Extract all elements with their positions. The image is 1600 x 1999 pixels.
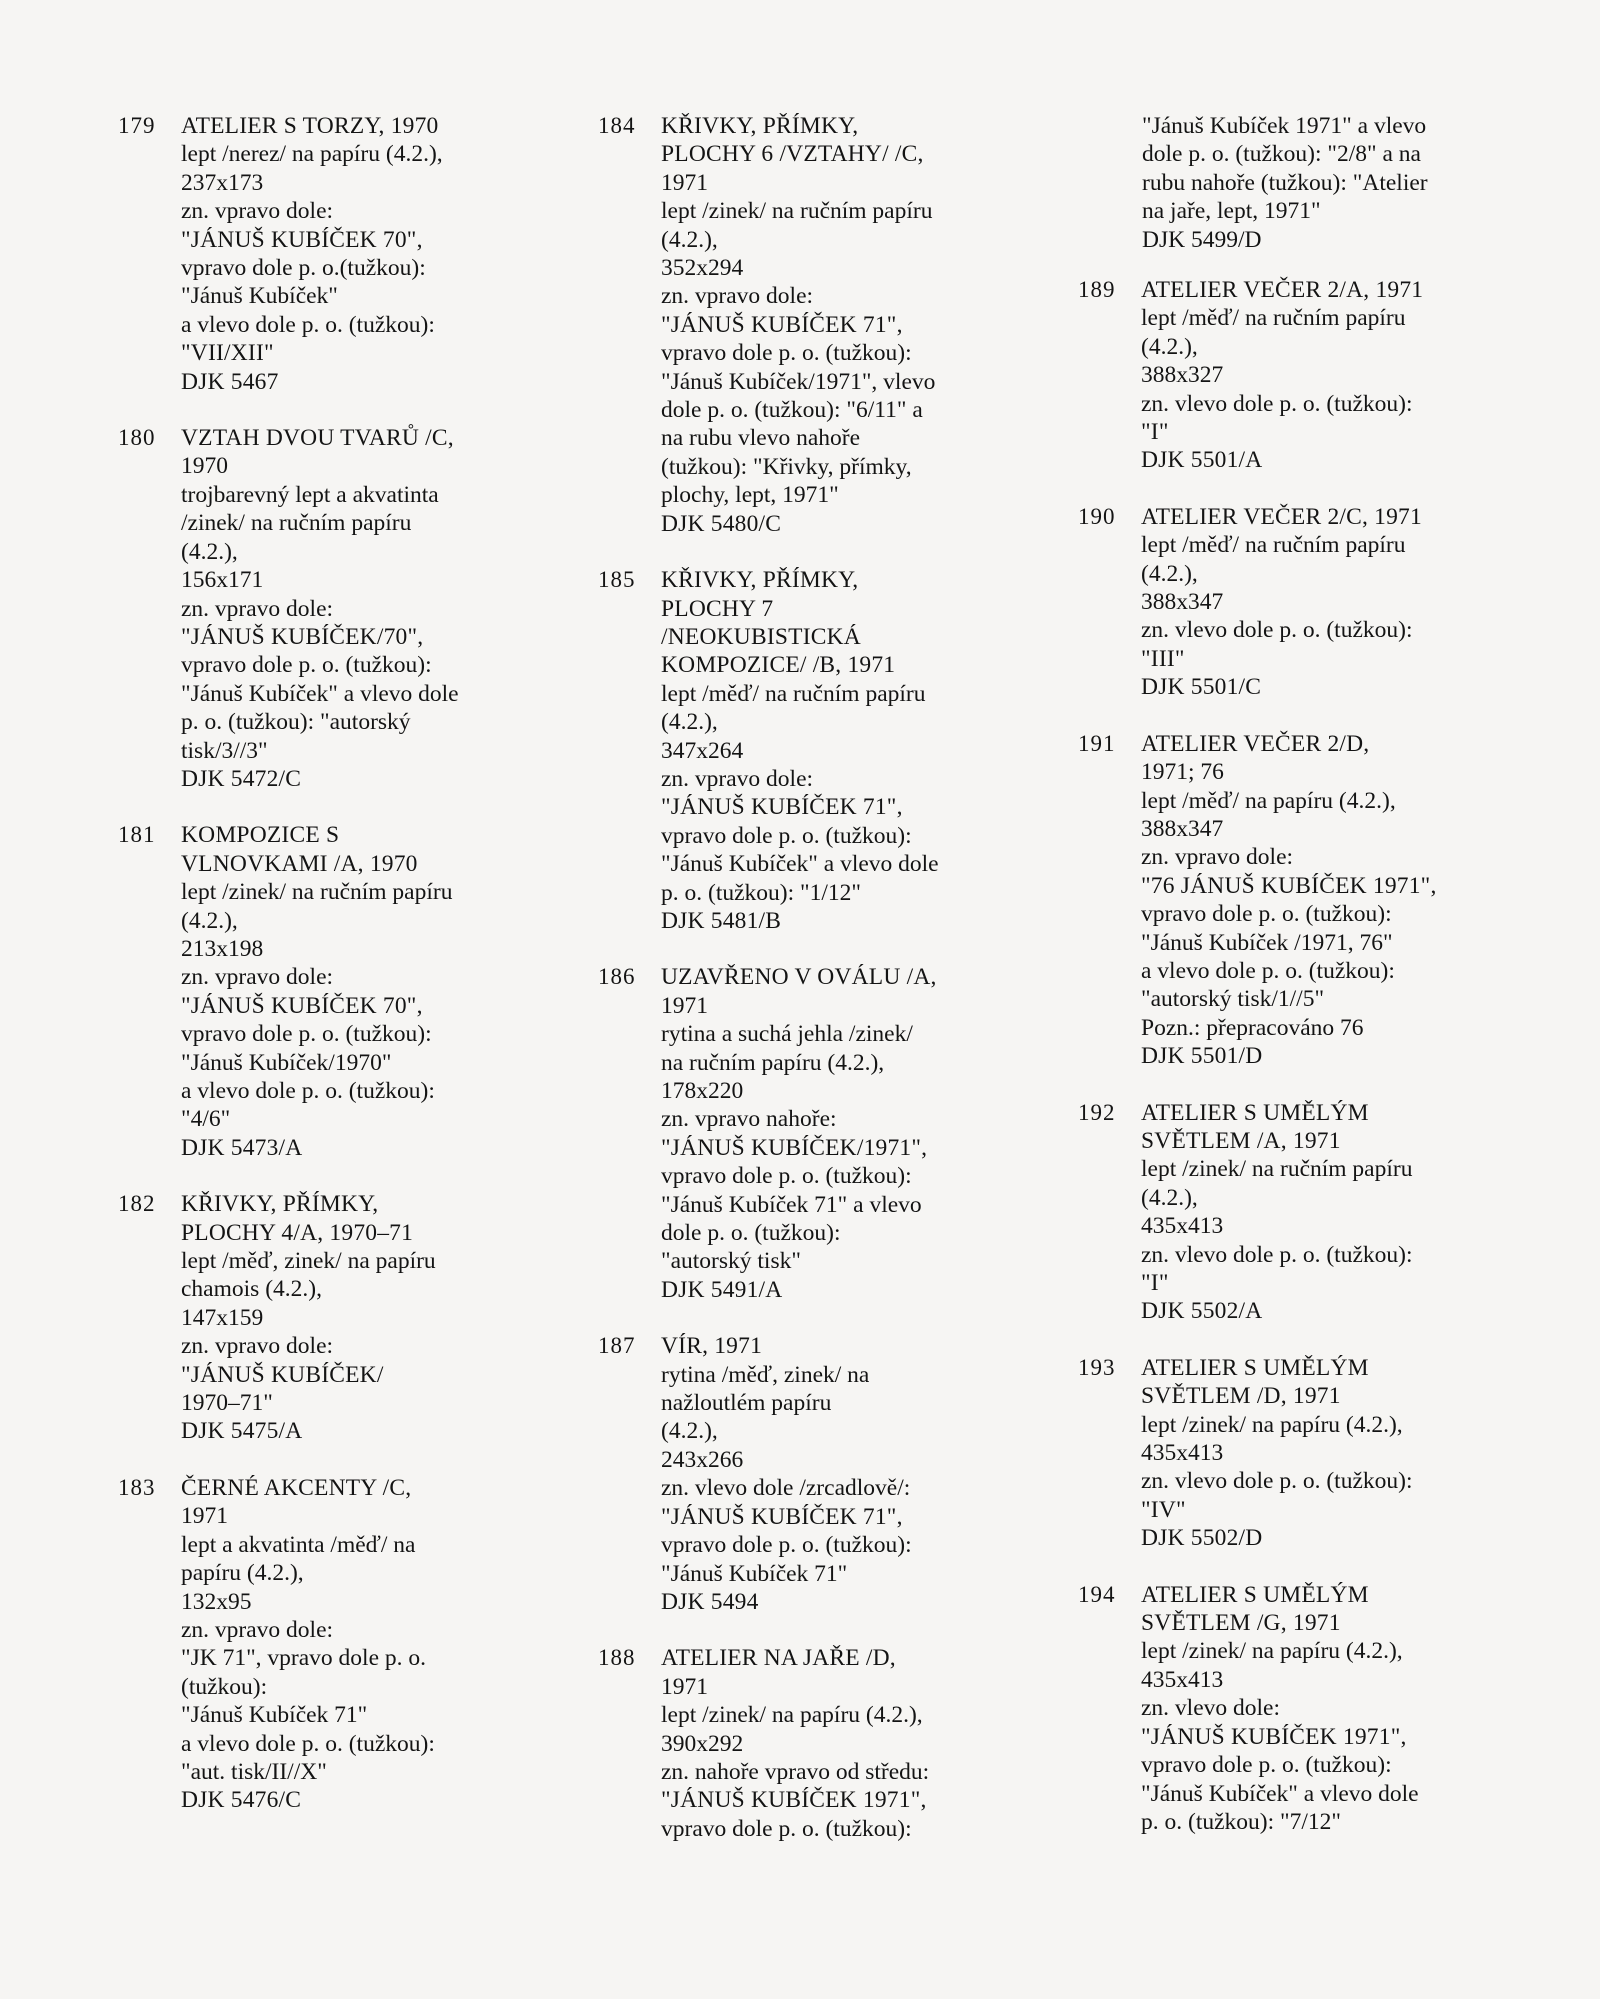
entry-detail-line: lept /zinek/ na ručním papíru <box>661 198 933 225</box>
entry-detail-line: "autorský tisk/1//5" <box>1141 986 1325 1013</box>
entry-title-line: ATELIER S UMĚLÝM <box>1141 1354 1369 1381</box>
entry-body <box>181 112 588 396</box>
entry-title-line: "JÁNUŠ KUBÍČEK 70", <box>181 226 423 253</box>
entry-detail-line: zn. vlevo dole p. o. (tužkou): <box>1141 617 1413 644</box>
entry-title-line: KŘIVKY, PŘÍMKY, <box>661 567 859 594</box>
entry-detail-line: 388x347 <box>1141 589 1224 616</box>
entry-body <box>1141 730 1548 1071</box>
entry-number: 193 <box>1078 1354 1116 1380</box>
catalog-entry <box>1078 503 1548 702</box>
entry-detail-line: 435x413 <box>1141 1213 1224 1240</box>
entry-detail-line: /zinek/ na ručním papíru <box>181 510 412 537</box>
entry-title-line: KŘIVKY, PŘÍMKY, <box>661 113 859 139</box>
entry-body <box>661 1332 1068 1616</box>
entry-number: 190 <box>1078 503 1116 529</box>
entry-title-line: "JÁNUŠ KUBÍČEK/ <box>181 1361 384 1388</box>
entry-body <box>181 1190 588 1446</box>
entry-body <box>661 1644 1068 1843</box>
entry-title-line: VLNOVKAMI /A, 1970 <box>181 850 418 877</box>
entry-title-line: DJK 5502/D <box>1141 1525 1263 1552</box>
entry-detail-line: 243x266 <box>661 1446 744 1473</box>
entry-detail-line: "Jánuš Kubíček 71" <box>181 1702 368 1729</box>
catalog-entry <box>598 1644 1068 1843</box>
entry-detail-line: tisk/3//3" <box>181 737 268 764</box>
entry-number: 194 <box>1078 1581 1116 1607</box>
entry-detail-line: "Jánuš Kubíček 71" a vlevo <box>661 1191 922 1218</box>
entry-detail-line: p. o. (tužkou): "7/12" <box>1141 1808 1341 1835</box>
entry-detail-line: vpravo dole p. o. (tužkou): <box>661 1815 912 1842</box>
catalog-column-2 <box>598 112 1068 1871</box>
entry-detail-line: 352x294 <box>661 255 744 282</box>
entry-title-line: "JÁNUŠ KUBÍČEK 71", <box>661 311 903 338</box>
entry-title-line: KŘIVKY, PŘÍMKY, <box>181 1191 379 1218</box>
entry-detail-line: "Jánuš Kubíček 1971" a vlevo <box>1142 113 1427 139</box>
entry-title-line: KOMPOZICE/ /B, 1971 <box>661 652 896 679</box>
entry-title-line: DJK 5501/C <box>1141 674 1262 701</box>
catalog-column-3 <box>1078 276 1548 1864</box>
entry-title-line: "JÁNUŠ KUBÍČEK 1971", <box>1141 1723 1407 1750</box>
entry-title-line: SVĚTLEM /A, 1971 <box>1141 1127 1341 1154</box>
catalog-entry <box>118 821 588 1162</box>
entry-detail-line: (4.2.), <box>181 538 238 565</box>
entry-detail-line: na jaře, lept, 1971" <box>1142 198 1321 225</box>
entry-title-line: DJK 5481/B <box>661 907 782 934</box>
entry-detail-line: 1970 <box>181 453 228 480</box>
entry-title-line: PLOCHY 4/A, 1970–71 <box>181 1219 414 1246</box>
entry-detail-line: lept /nerez/ na papíru (4.2.), <box>181 141 443 168</box>
entry-detail-line: 1971; 76 <box>1141 759 1224 786</box>
entry-title-line: "I" <box>1141 419 1169 446</box>
entry-detail-line: zn. vpravo dole: <box>661 283 814 310</box>
entry-detail-line: vpravo dole p. o. (tužkou): <box>661 1163 912 1190</box>
entry-detail-line: vpravo dole p. o.(tužkou): <box>181 255 426 282</box>
entry-detail-line: "JK 71", vpravo dole p. o. <box>181 1645 427 1672</box>
entry-detail-line: a vlevo dole p. o. (tužkou): <box>181 1730 435 1757</box>
entry-title-line: "III" <box>1141 645 1185 672</box>
entry-title-line: "JÁNUŠ KUBÍČEK/70", <box>181 623 424 650</box>
catalog-entry <box>1078 1354 1548 1553</box>
entry-number: 189 <box>1078 277 1116 302</box>
entry-title-line: DJK 5491/A <box>661 1276 783 1303</box>
entry-body <box>661 566 1068 935</box>
entry-detail-line: 237x173 <box>181 169 264 196</box>
entry-detail-line: "Jánuš Kubíček" <box>181 283 338 310</box>
entry-detail-line: 1971 <box>661 1673 708 1700</box>
entry-detail-line: lept /zinek/ na papíru (4.2.), <box>661 1702 923 1729</box>
entry-detail-line: vpravo dole p. o. (tužkou): <box>1141 1752 1392 1779</box>
entry-title-line: SVĚTLEM /D, 1971 <box>1141 1383 1341 1410</box>
entry-detail-line: na rubu vlevo nahoře <box>661 425 861 452</box>
entry-title-line: "JÁNUŠ KUBÍČEK 1971", <box>661 1787 927 1814</box>
entry-detail-line: zn. vpravo dole: <box>181 964 334 991</box>
entry-title-line: PLOCHY 7 <box>661 595 774 622</box>
entry-title-line: PLOCHY 6 /VZTAHY/ /C, <box>661 141 924 168</box>
entry-title-line: DJK 5502/A <box>1141 1298 1263 1325</box>
entry-title-line: SVĚTLEM /G, 1971 <box>1141 1610 1341 1637</box>
catalog-column-1 <box>118 112 588 1843</box>
entry-number: 192 <box>1078 1099 1116 1125</box>
entry-detail-line: vpravo dole p. o. (tužkou): <box>661 822 912 849</box>
entry-detail-line: rubu nahoře (tužkou): "Atelier <box>1142 169 1428 196</box>
entry-body <box>1141 1354 1548 1553</box>
entry-detail-line: trojbarevný lept a akvatinta <box>181 481 439 508</box>
entry-detail-line: zn. vlevo dole p. o. (tužkou): <box>1141 390 1413 417</box>
entry-detail-line: zn. vpravo dole: <box>181 1616 334 1643</box>
catalog-entry <box>118 1190 588 1446</box>
entry-detail-line: zn. vpravo dole: <box>181 198 334 225</box>
entry-detail-line: lept /měď/ na papíru (4.2.), <box>1141 787 1396 814</box>
entry-number: 191 <box>1078 730 1116 756</box>
entry-detail-line: 1971 <box>661 169 708 196</box>
entry-detail-line: vpravo dole p. o. (tužkou): <box>1141 901 1392 928</box>
entry-detail-line: chamois (4.2.), <box>181 1276 322 1303</box>
entry-detail-line: (tužkou): <box>181 1673 268 1700</box>
entry-detail-line: lept a akvatinta /měď/ na <box>181 1531 416 1558</box>
entry-detail-line: zn. nahoře vpravo od středu: <box>661 1758 930 1785</box>
entry-detail-line: DJK 5499/D <box>1142 226 1262 253</box>
entry-number: 187 <box>598 1333 636 1359</box>
entry-title-line: KOMPOZICE S <box>181 822 340 849</box>
entry-body <box>1141 1581 1548 1837</box>
entry-title-line: "JÁNUŠ KUBÍČEK 71", <box>661 794 903 821</box>
entry-detail-line: (tužkou): "Křivky, přímky, <box>661 453 912 480</box>
entry-title-line: "I" <box>1141 1270 1169 1296</box>
entry-number: 185 <box>598 567 636 593</box>
entry-detail-line: papíru (4.2.), <box>181 1560 304 1587</box>
entry-detail-line: (4.2.), <box>1141 333 1198 360</box>
entry-detail-line: lept /zinek/ na ručním papíru <box>181 879 453 906</box>
entry-title-line: ATELIER VEČER 2/C, 1971 <box>1141 503 1422 530</box>
entry-detail-line: 347x264 <box>661 737 744 764</box>
entry-detail-line: "Jánuš Kubíček" a vlevo dole <box>1141 1780 1419 1807</box>
entry-detail-line: a vlevo dole p. o. (tužkou): <box>181 311 435 338</box>
entry-detail-line: lept /zinek/ na ručním papíru <box>1141 1156 1413 1183</box>
entry-detail-line: "Jánuš Kubíček/1970" <box>181 1049 392 1076</box>
entry-detail-line: 1971 <box>661 992 708 1019</box>
entry-detail-line: "4/6" <box>181 1106 231 1133</box>
entry-detail-line: lept /měď/ na ručním papíru <box>1141 532 1406 559</box>
entry-detail-line: lept /zinek/ na papíru (4.2.), <box>1141 1638 1403 1665</box>
entry-title-line: ATELIER S TORZY, 1970 <box>181 113 439 139</box>
entry-detail-line: zn. vpravo dole: <box>1141 844 1294 871</box>
entry-detail-line: dole p. o. (tužkou): <box>661 1220 841 1247</box>
entry-detail-line: "Jánuš Kubíček 71" <box>661 1560 848 1587</box>
entry-detail-line: 390x292 <box>661 1730 744 1757</box>
entry-title-line: "VII/XII" <box>181 340 274 367</box>
entry-detail-line: plochy, lept, 1971" <box>661 482 839 509</box>
entry-detail-line: a vlevo dole p. o. (tužkou): <box>181 1078 435 1104</box>
entry-detail-line: (4.2.), <box>1141 560 1198 587</box>
catalog-entry <box>598 963 1068 1304</box>
entry-detail-line: dole p. o. (tužkou): "2/8" a na <box>1142 141 1421 168</box>
entry-detail-line: 1970–71" <box>181 1390 273 1417</box>
entry-detail-line: lept /měď, zinek/ na papíru <box>181 1248 436 1275</box>
entry-number: 179 <box>118 113 156 138</box>
entry-detail-line: "aut. tisk/II//X" <box>181 1758 327 1785</box>
entry-detail-line: zn. vpravo dole: <box>181 1333 334 1360</box>
entry-number: 184 <box>598 113 636 138</box>
entry-title-line: DJK 5475/A <box>181 1418 303 1445</box>
entry-detail-line: "autorský tisk" <box>661 1248 801 1275</box>
continuation-block <box>1142 112 1542 254</box>
entry-detail-line: zn. vpravo dole: <box>661 765 814 792</box>
entry-number: 186 <box>598 964 636 990</box>
entry-title-line: DJK 5473/A <box>181 1134 303 1161</box>
catalog-entry <box>598 112 1068 538</box>
entry-title-line: DJK 5467 <box>181 368 279 395</box>
entry-title-line: DJK 5476/C <box>181 1787 302 1814</box>
entry-title-line: ATELIER VEČER 2/D, <box>1141 730 1370 757</box>
entry-detail-line: zn. vpravo dole: <box>181 595 334 622</box>
entry-detail-line: vpravo dole p. o. (tužkou): <box>661 340 912 367</box>
entry-body <box>181 424 588 793</box>
entry-title-line: ATELIER S UMĚLÝM <box>1141 1581 1369 1608</box>
entry-detail-line: 1971 <box>181 1503 228 1530</box>
entry-detail-line: zn. vlevo dole p. o. (tužkou): <box>1141 1468 1413 1495</box>
entry-title-line: ČERNÉ AKCENTY /C, <box>181 1474 412 1501</box>
entry-detail-line: rytina a suchá jehla /zinek/ <box>661 1021 913 1048</box>
catalog-entry <box>118 1474 588 1815</box>
entry-detail-line: p. o. (tužkou): "1/12" <box>661 879 861 906</box>
entry-detail-line: rytina /měď, zinek/ na <box>661 1361 870 1388</box>
entry-title-line: /NEOKUBISTICKÁ <box>661 623 861 650</box>
entry-detail-line: 147x159 <box>181 1304 264 1331</box>
catalog-entry <box>118 112 588 396</box>
entry-number: 188 <box>598 1645 636 1671</box>
entry-detail-line: zn. vpravo nahoře: <box>661 1106 837 1133</box>
entry-title-line: "JÁNUŠ KUBÍČEK 71", <box>661 1503 903 1530</box>
entry-title-line: UZAVŘENO V OVÁLU /A, <box>661 964 937 991</box>
entry-body <box>661 112 1068 538</box>
entry-detail-line: 178x220 <box>661 1078 744 1104</box>
entry-number: 180 <box>118 425 156 451</box>
entry-detail-line: "Jánuš Kubíček/1971", vlevo <box>661 368 936 395</box>
catalog-entry <box>598 1332 1068 1616</box>
entry-detail-line: 132x95 <box>181 1588 252 1615</box>
entry-detail-line: vpravo dole p. o. (tužkou): <box>181 652 432 679</box>
entry-title-line: "JÁNUŠ KUBÍČEK/1971", <box>661 1134 928 1161</box>
catalog-entry <box>1078 1581 1548 1837</box>
entry-title-line: "IV" <box>1141 1496 1186 1523</box>
entry-detail-line: Pozn.: přepracováno 76 <box>1141 1014 1364 1041</box>
entry-detail-line: vpravo dole p. o. (tužkou): <box>181 1021 432 1048</box>
entry-detail-line: (4.2.), <box>661 226 718 253</box>
entry-detail-line: lept /měď/ na ručním papíru <box>661 680 926 707</box>
entry-detail-line: 156x171 <box>181 567 264 594</box>
entry-title-line: DJK 5501/D <box>1141 1043 1263 1070</box>
catalog-entry <box>1078 730 1548 1071</box>
entry-detail-line: 388x347 <box>1141 815 1224 842</box>
entry-body <box>1141 503 1548 702</box>
entry-detail-line: (4.2.), <box>181 907 238 934</box>
catalog-entry <box>1078 1099 1548 1326</box>
entry-detail-line: 213x198 <box>181 935 264 962</box>
entry-title-line: ATELIER NA JAŘE /D, <box>661 1645 896 1672</box>
entry-detail-line: p. o. (tužkou): "autorský <box>181 709 411 736</box>
entry-detail-line: zn. vlevo dole /zrcadlově/: <box>661 1475 911 1502</box>
catalog-entry <box>118 424 588 793</box>
entry-body <box>181 1474 588 1815</box>
entry-detail-line: vpravo dole p. o. (tužkou): <box>661 1532 912 1559</box>
entry-detail-line: (4.2.), <box>661 709 718 736</box>
entry-detail-line: zn. vlevo dole: <box>1141 1695 1281 1722</box>
entry-title-line: DJK 5472/C <box>181 765 302 792</box>
catalog-entry <box>598 566 1068 935</box>
entry-title-line: ATELIER S UMĚLÝM <box>1141 1099 1369 1126</box>
entry-title-line: VZTAH DVOU TVARŮ /C, <box>181 425 454 452</box>
entry-title-line: "76 JÁNUŠ KUBÍČEK 1971", <box>1141 872 1437 899</box>
entry-number: 183 <box>118 1474 156 1500</box>
entry-detail-line: nažloutlém papíru <box>661 1390 832 1417</box>
entry-number: 181 <box>118 822 156 848</box>
entry-title-line: DJK 5480/C <box>661 510 782 537</box>
entry-detail-line: a vlevo dole p. o. (tužkou): <box>1141 957 1395 984</box>
entry-body <box>1141 276 1548 475</box>
entry-detail-line: 435x413 <box>1141 1666 1224 1693</box>
entry-title-line: VÍR, 1971 <box>661 1333 763 1360</box>
entry-detail-line: 388x327 <box>1141 362 1224 389</box>
entry-detail-line: (4.2.), <box>661 1418 718 1445</box>
entry-detail-line: 435x413 <box>1141 1440 1224 1467</box>
entry-title-line: ATELIER VEČER 2/A, 1971 <box>1141 277 1424 303</box>
entry-detail-line: (4.2.), <box>1141 1184 1198 1211</box>
entry-detail-line: "Jánuš Kubíček" a vlevo dole <box>181 680 459 707</box>
entry-detail-line: "Jánuš Kubíček" a vlevo dole <box>661 851 939 878</box>
entry-detail-line: zn. vlevo dole p. o. (tužkou): <box>1141 1241 1413 1268</box>
entry-detail-line: "Jánuš Kubíček /1971, 76" <box>1141 929 1393 956</box>
entry-detail-line: lept /měď/ na ručním papíru <box>1141 305 1406 332</box>
entry-title-line: DJK 5501/A <box>1141 447 1263 474</box>
entry-detail-line: na ručním papíru (4.2.), <box>661 1049 885 1076</box>
entry-title-line: "JÁNUŠ KUBÍČEK 70", <box>181 992 423 1019</box>
entry-body <box>661 963 1068 1304</box>
entry-body <box>1141 1099 1548 1326</box>
entry-title-line: DJK 5494 <box>661 1588 759 1615</box>
entry-detail-line: lept /zinek/ na papíru (4.2.), <box>1141 1411 1403 1438</box>
catalog-entry <box>1078 276 1548 475</box>
entry-body <box>181 821 588 1162</box>
entry-number: 182 <box>118 1191 156 1217</box>
entry-detail-line: dole p. o. (tužkou): "6/11" a <box>661 397 923 424</box>
